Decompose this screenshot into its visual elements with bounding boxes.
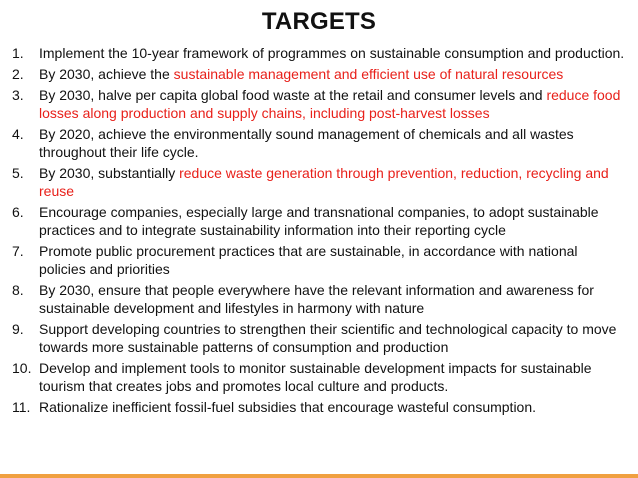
item-number: 2.	[12, 66, 24, 82]
item-text	[39, 203, 626, 239]
item-text-plain: Develop and implement tools to monitor sustainable development impacts for sustainable tourism that creates jobs and promotes local culture and products.	[39, 360, 592, 394]
item-number: 4.	[12, 126, 24, 142]
list-item	[12, 125, 626, 161]
bottom-divider	[0, 474, 638, 478]
list-item	[12, 86, 626, 122]
list-item	[12, 359, 626, 395]
list-item	[12, 164, 626, 200]
item-text-plain: By 2030, ensure that people everywhere have the relevant information and awareness for sustainable development and lifestyles in harmony with nature	[39, 282, 594, 316]
item-text-plain: By 2030, substantially	[39, 165, 180, 181]
item-text	[39, 359, 626, 395]
item-text	[39, 164, 626, 200]
item-number: 11.	[12, 399, 31, 415]
item-text	[39, 125, 626, 161]
item-number: 6.	[12, 204, 24, 220]
list-item	[12, 203, 626, 239]
item-text-plain: Promote public procurement practices that are sustainable, in accordance with national policies and priorities	[39, 243, 578, 277]
list-item	[12, 320, 626, 356]
item-text	[39, 44, 626, 62]
item-text-plain: By 2030, achieve the	[39, 66, 174, 82]
item-number: 8.	[12, 282, 24, 298]
list-item	[12, 398, 626, 416]
item-number: 10.	[12, 360, 32, 376]
item-text	[39, 65, 626, 83]
item-text-plain: By 2030, halve per capita global food waste at the retail and consumer levels and	[39, 87, 547, 103]
item-text-plain: Implement the 10-year framework of programmes on sustainable consumption and production.	[39, 45, 625, 61]
item-text-plain: By 2020, achieve the environmentally sound management of chemicals and all wastes throughout their life cycle.	[39, 126, 574, 160]
list-item	[12, 65, 626, 83]
item-text	[39, 242, 626, 278]
item-text-plain: Support developing countries to strengthen their scientific and technological capacity to move towards more sustainable patterns of consumption and production	[39, 321, 617, 355]
item-text	[39, 320, 626, 356]
item-text-plain: Encourage companies, especially large and transnational companies, to adopt sustainable practices and to integrate sustainability information into their reporting cycle	[39, 204, 599, 238]
item-text-highlight: reduce food losses along production and supply chains, including post-harvest losses	[39, 87, 621, 121]
item-number: 7.	[12, 243, 24, 259]
item-number: 9.	[12, 321, 24, 337]
item-text	[39, 86, 626, 122]
list-item	[12, 44, 626, 62]
list-item	[12, 281, 626, 317]
item-text-plain: Rationalize inefficient fossil-fuel subsidies that encourage wasteful consumption.	[39, 399, 537, 415]
item-number: 5.	[12, 165, 24, 181]
item-number: 1.	[12, 45, 24, 61]
page-title: TARGETS	[261, 8, 377, 35]
item-text	[39, 398, 626, 416]
list-item	[12, 242, 626, 278]
item-text	[39, 281, 626, 317]
item-number: 3.	[12, 87, 24, 103]
item-text-highlight: sustainable management and efficient use of natural resources	[173, 66, 564, 82]
targets-list	[12, 44, 626, 419]
item-text-highlight: reduce waste generation through prevention, reduction, recycling and reuse	[39, 165, 609, 199]
